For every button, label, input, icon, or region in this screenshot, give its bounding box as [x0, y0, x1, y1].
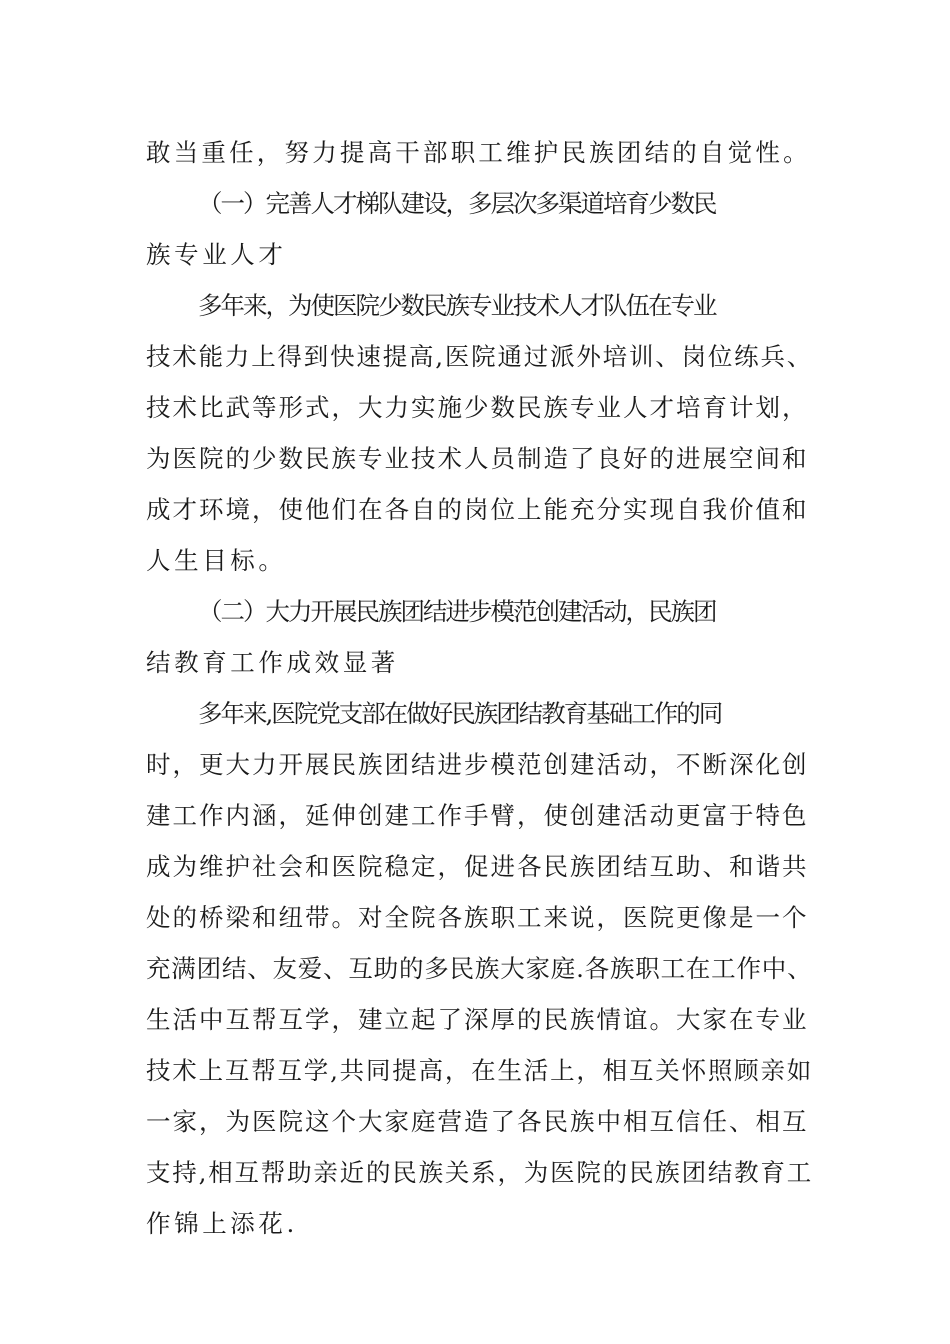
paragraph-2-line-10: 支持,相互帮助亲近的民族关系，为医院的民族团结教育工 — [146, 1158, 814, 1187]
paragraph-2-line-5: 处的桥梁和纽带。对全院各族职工来说，医院更像是一个 — [146, 903, 809, 932]
paragraph-2-line-7: 生活中互帮互学，建立起了深厚的民族情谊。大家在专业 — [146, 1005, 809, 1034]
section-heading-2: （二）大力开展民族团结进步模范创建活动，民族团 — [198, 597, 716, 626]
paragraph-2-line-1: 多年来,医院党支部在做好民族团结教育基础工作的同 — [198, 699, 722, 728]
section-heading-1: （一）完善人才梯队建设，多层次多渠道培育少数民 — [198, 189, 716, 218]
paragraph-2-line-8: 技术上互帮互学,共同提高，在生活上，相互关怀照顾亲如 — [146, 1056, 814, 1085]
paragraph-2-line-3: 建工作内涵，延伸创建工作手臂，使创建活动更富于特色 — [146, 801, 809, 830]
paragraph-1-line-5: 成才环境，使他们在各自的岗位上能充分实现自我价值和 — [146, 495, 809, 524]
paragraph-1-line-1: 多年来，为使医院少数民族专业技术人才队伍在专业 — [198, 291, 716, 320]
paragraph-2-line-11: 作锦上添花. — [146, 1209, 298, 1238]
paragraph-1-line-4: 为医院的少数民族专业技术人员制造了良好的进展空间和 — [146, 444, 809, 473]
paragraph-2-line-6: 充满团结、友爱、互助的多民族大家庭.各族职工在工作中、 — [146, 954, 813, 983]
paragraph-2-line-2: 时，更大力开展民族团结进步模范创建活动，不断深化创 — [146, 750, 809, 779]
section-heading-1-cont: 族专业人才 — [146, 240, 287, 269]
paragraph-2-line-4: 成为维护社会和医院稳定，促进各民族团结互助、和谐共 — [146, 852, 809, 881]
section-heading-2-cont: 结教育工作成效显著 — [146, 648, 399, 677]
paragraph-1-line-6: 人生目标。 — [146, 546, 287, 575]
paragraph-2-line-9: 一家，为医院这个大家庭营造了各民族中相互信任、相互 — [146, 1107, 809, 1136]
document-body — [146, 127, 814, 1249]
text-line-1: 敢当重任，努力提高干部职工维护民族团结的自觉性。 — [146, 138, 811, 167]
paragraph-1-line-3: 技术比武等形式，大力实施少数民族专业人才培育计划， — [146, 393, 809, 422]
paragraph-1-line-2: 技术能力上得到快速提高,医院通过派外培训、岗位练兵、 — [146, 342, 814, 371]
